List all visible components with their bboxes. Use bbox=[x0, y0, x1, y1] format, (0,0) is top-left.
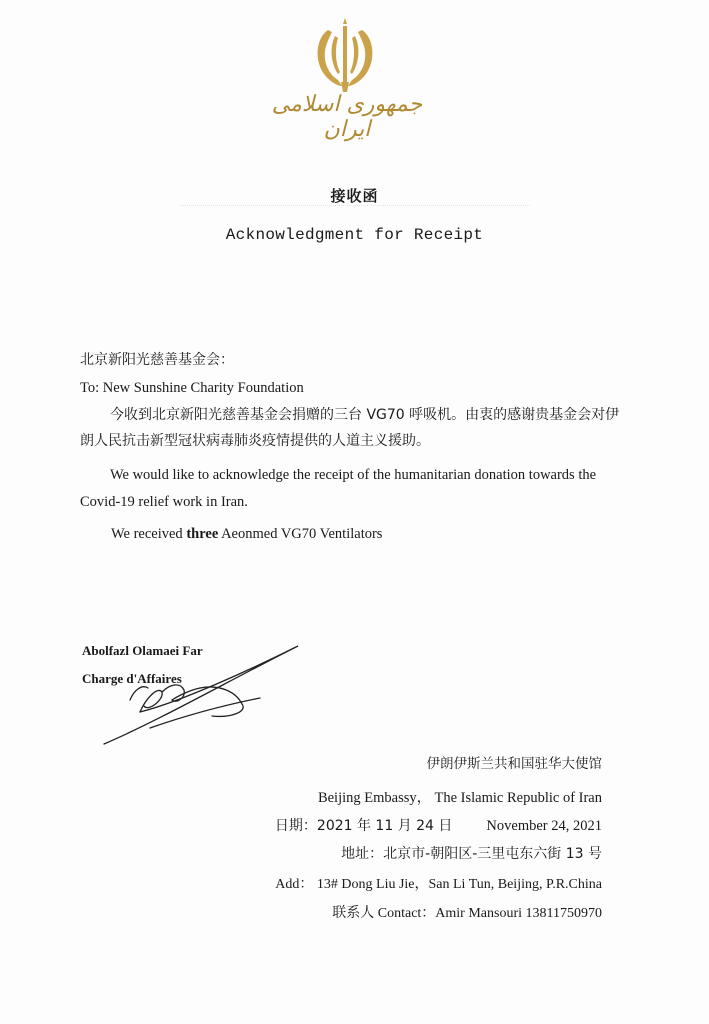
date-chinese: 日期：2021 年 11 月 24 日 bbox=[274, 818, 453, 834]
received-line bbox=[111, 521, 651, 548]
contact-line: 联系人 Contact：Amir Mansouri 13811750970 bbox=[332, 906, 602, 921]
paragraph-english: We would like to acknowledge the receipt of the humanitarian donation towards the Covid-19 relief work in Iran. bbox=[80, 467, 597, 510]
iran-emblem-icon bbox=[308, 16, 382, 94]
title-chinese: 接收函 bbox=[330, 187, 379, 205]
handwritten-signature bbox=[100, 640, 310, 750]
salutation-chinese: 北京新阳光慈善基金会： bbox=[80, 352, 234, 368]
paragraph-chinese: 今收到北京新阳光慈善基金会捐赠的三台 VG70 呼吸机。由衷的感谢贵基金会对伊朗人民抗击新型冠状病毒肺炎疫情提供的人道主义援助。 bbox=[80, 407, 620, 449]
embassy-name-chinese: 伊朗伊斯兰共和国驻华大使馆 bbox=[426, 756, 602, 772]
signatory-title: Charge d'Affaires bbox=[82, 671, 182, 686]
address-chinese: 地址：北京市-朝阳区-三里屯东六街 13 号 bbox=[341, 846, 602, 862]
title-english: Acknowledgment for Receipt bbox=[225, 226, 484, 244]
address-english: Add： 13# Dong Liu Jie，San Li Tun, Beijing, P.R.China bbox=[275, 877, 602, 892]
signatory-name: Abolfazl Olamaei Far bbox=[82, 643, 203, 658]
date-line bbox=[275, 815, 602, 835]
salutation-english: To: New Sunshine Charity Foundation bbox=[80, 380, 304, 396]
received-count: three bbox=[186, 526, 219, 542]
embassy-name-english: Beijing Embassy， The Islamic Republic of Iran bbox=[317, 790, 602, 806]
date-english: November 24, 2021 bbox=[486, 818, 602, 834]
received-suffix: Aeonmed VG70 Ventilators bbox=[218, 526, 383, 542]
received-prefix: We received bbox=[111, 526, 187, 542]
country-name-farsi: جمهوری اسلامی ایران bbox=[271, 92, 423, 142]
